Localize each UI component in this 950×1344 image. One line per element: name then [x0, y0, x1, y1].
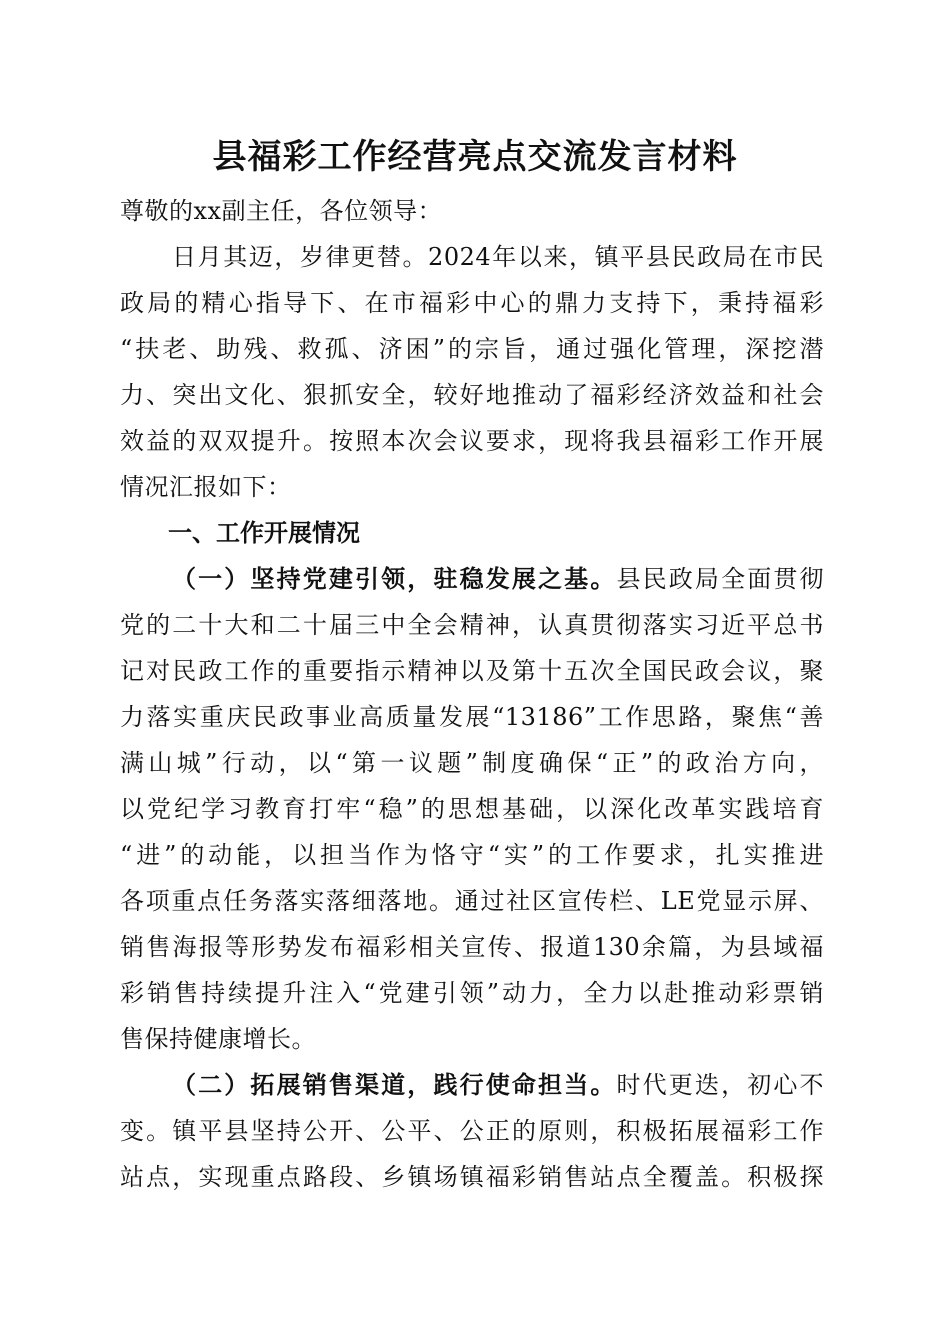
subsection-heading: （二）拓展销售渠道，践行使命担当。	[172, 1071, 617, 1099]
paragraph-line: 记对民政工作的重要指示精神以及第十五次全国民政会议，聚	[120, 657, 824, 685]
paragraph-line: 售保持健康增长。	[120, 1025, 316, 1053]
intro-line: 力、突出文化、狠抓安全，较好地推动了福彩经济效益和社会	[120, 381, 824, 409]
paragraph-line: 以党纪学习教育打牢“稳”的思想基础，以深化改革实践培育	[120, 795, 824, 823]
paragraph-line: 彩销售持续提升注入“党建引领”动力，全力以赴推动彩票销	[120, 979, 824, 1007]
subsection-first-line	[120, 1062, 824, 1108]
subsection-heading: （一）坚持党建引领，驻稳发展之基。	[172, 565, 617, 593]
paragraph-line: “进”的动能，以担当作为恪守“实”的工作要求，扎实推进	[120, 841, 824, 869]
section-heading: 一、工作开展情况	[168, 519, 360, 547]
paragraph-line: 站点，实现重点路段、乡镇场镇福彩销售站点全覆盖。积极探	[120, 1163, 824, 1191]
intro-line: 日月其迈，岁律更替。2024年以来，镇平县民政局在市民	[172, 243, 824, 271]
paragraph-line: 各项重点任务落实落细落地。通过社区宣传栏、LE党显示屏、	[120, 887, 824, 915]
subsection-first-line	[120, 556, 824, 602]
paragraph-line: 变。镇平县坚持公开、公平、公正的原则，积极拓展福彩工作	[120, 1117, 824, 1145]
paragraph-line: 满山城”行动，以“第一议题”制度确保“正”的政治方向，	[120, 749, 824, 777]
paragraph-line: 党的二十大和二十届三中全会精神，认真贯彻落实习近平总书	[120, 611, 824, 639]
salutation: 尊敬的xx副主任，各位领导：	[120, 197, 443, 225]
document-body	[120, 188, 824, 1200]
paragraph-line: 销售海报等形势发布福彩相关宣传、报道130余篇，为县域福	[120, 933, 824, 961]
intro-line: “扶老、助残、救孤、济困”的宗旨，通过强化管理，深挖潜	[120, 335, 824, 363]
document-title: 县福彩工作经营亮点交流发言材料	[212, 137, 738, 177]
paragraph-line: 力落实重庆民政事业高质量发展“13186”工作思路，聚焦“善	[120, 703, 824, 731]
intro-line: 政局的精心指导下、在市福彩中心的鼎力支持下，秉持福彩	[120, 289, 824, 317]
intro-line: 效益的双双提升。按照本次会议要求，现将我县福彩工作开展	[120, 427, 824, 455]
paragraph-text: 时代更迭，初心不	[616, 1071, 825, 1099]
paragraph-text: 县民政局全面贯彻	[616, 565, 825, 593]
intro-line: 情况汇报如下：	[120, 473, 292, 501]
